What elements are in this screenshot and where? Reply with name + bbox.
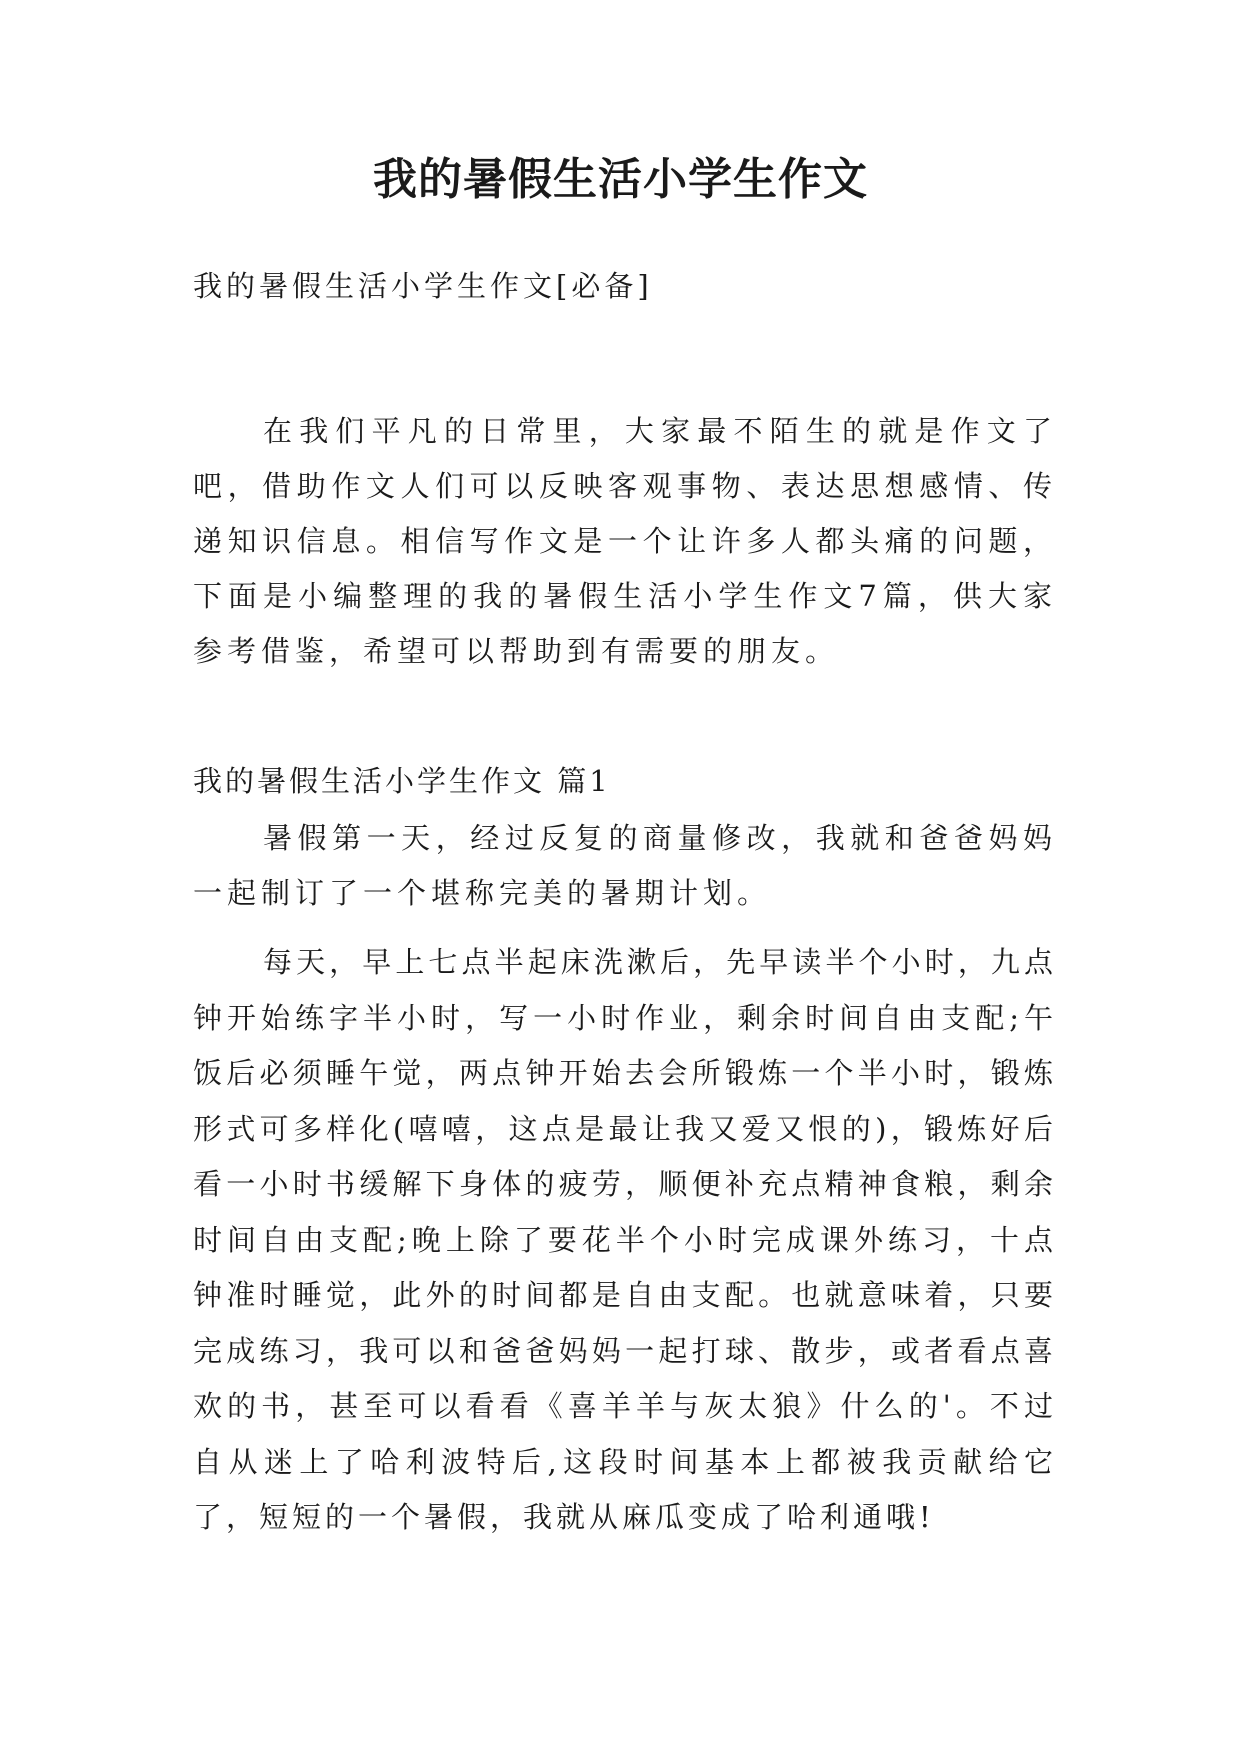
document-subtitle: 我的暑假生活小学生作文[必备] — [193, 269, 653, 303]
section-heading-1: 我的暑假生活小学生作文 篇1 — [193, 764, 611, 798]
document-title: 我的暑假生活小学生作文 — [373, 154, 868, 205]
intro-paragraph: 在我们平凡的日常里，大家最不陌生的就是作文了吧，借助作文人们可以反映客观事物、表达思想感情、传递知识信息。相信写作文是一个让许多人都头痛的问题，下面是小编整理的我的暑假生活小学生作文7篇，供大家参考借鉴，希望可以帮助到有需要的朋友。 — [193, 414, 1057, 668]
section-1-paragraph-2: 每天，早上七点半起床洗漱后，先早读半个小时，九点钟开始练字半小时，写一小时作业，剩余时间自由支配;午饭后必须睡午觉，两点钟开始去会所锻炼一个半小时，锻炼形式可多样化(嘻嘻，这点是最让我又爱又恨的)，锻炼好后看一小时书缓解下身体的疲劳，顺便补充点精神食粮，剩余时间自由支配;晚上除了要花半个小时完成课外练习，十点钟准时睡觉，此外的时间都是自由支配。也就意味着，只要完成练习，我可以和爸爸妈妈一起打球、散步，或者看点喜欢的书，甚至可以看看《喜羊羊与灰太狼》什么的'。不过自从迷上了哈利波特后,这段时间基本上都被我贡献给它了，短短的一个暑假，我就从麻瓜变成了哈利通哦! — [193, 945, 1057, 1534]
section-1-paragraph-1: 暑假第一天，经过反复的商量修改，我就和爸爸妈妈一起制订了一个堪称完美的暑期计划。 — [193, 821, 1057, 910]
